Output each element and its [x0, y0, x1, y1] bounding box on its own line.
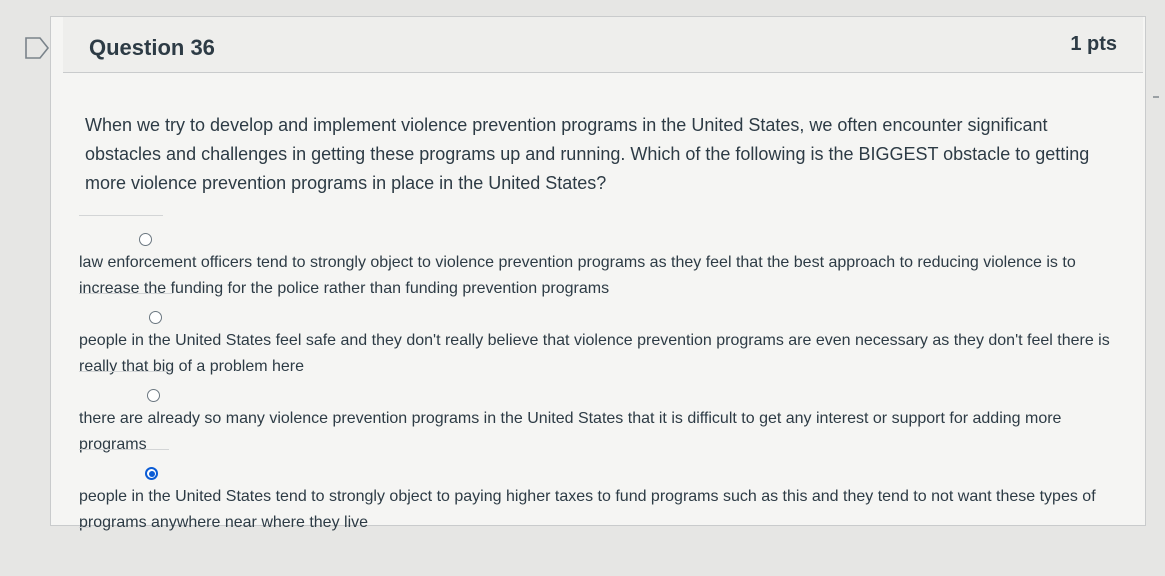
flag-question-icon[interactable]: [24, 36, 50, 60]
answer-option[interactable]: [79, 293, 1119, 411]
radio-button[interactable]: [147, 389, 160, 402]
answer-label: there are already so many violence prevention programs in the United States that it is difficult to get any interest or support for adding more programs: [79, 410, 1062, 453]
question-card: [50, 16, 1146, 531]
question-points: 1 pts: [1070, 33, 1117, 55]
scroll-tick: [1153, 96, 1159, 98]
answer-label: people in the United States feel safe and they don't really believe that violence prevention programs are even necessary as they don't feel there is really that big of a problem here: [79, 332, 1110, 375]
answer-option[interactable]: [79, 371, 1119, 489]
answer-label: people in the United States tend to strongly object to paying higher taxes to fund programs such as this and they tend to not want these types of programs anywhere near where they live: [79, 488, 1096, 531]
answer-list: [79, 224, 1119, 562]
answer-option[interactable]: [79, 215, 1119, 333]
answer-label: law enforcement officers tend to strongly object to violence prevention programs as they feel that the best approach to reducing violence is to increase the funding for the police rather than funding prevention programs: [79, 254, 1076, 297]
question-title: Question 36: [89, 35, 215, 60]
radio-button[interactable]: [149, 311, 162, 324]
answer-option[interactable]: [79, 449, 1119, 567]
radio-button[interactable]: [139, 233, 152, 246]
question-text: When we try to develop and implement violence prevention programs in the United States, we often encounter significant obstacles and challenges in getting these programs up and running. Which of the following is the BIGGEST obstacle to getting more violence prevention programs in place in the United States?: [85, 115, 1090, 193]
question-header: [63, 17, 1143, 73]
radio-button[interactable]: [145, 467, 158, 480]
